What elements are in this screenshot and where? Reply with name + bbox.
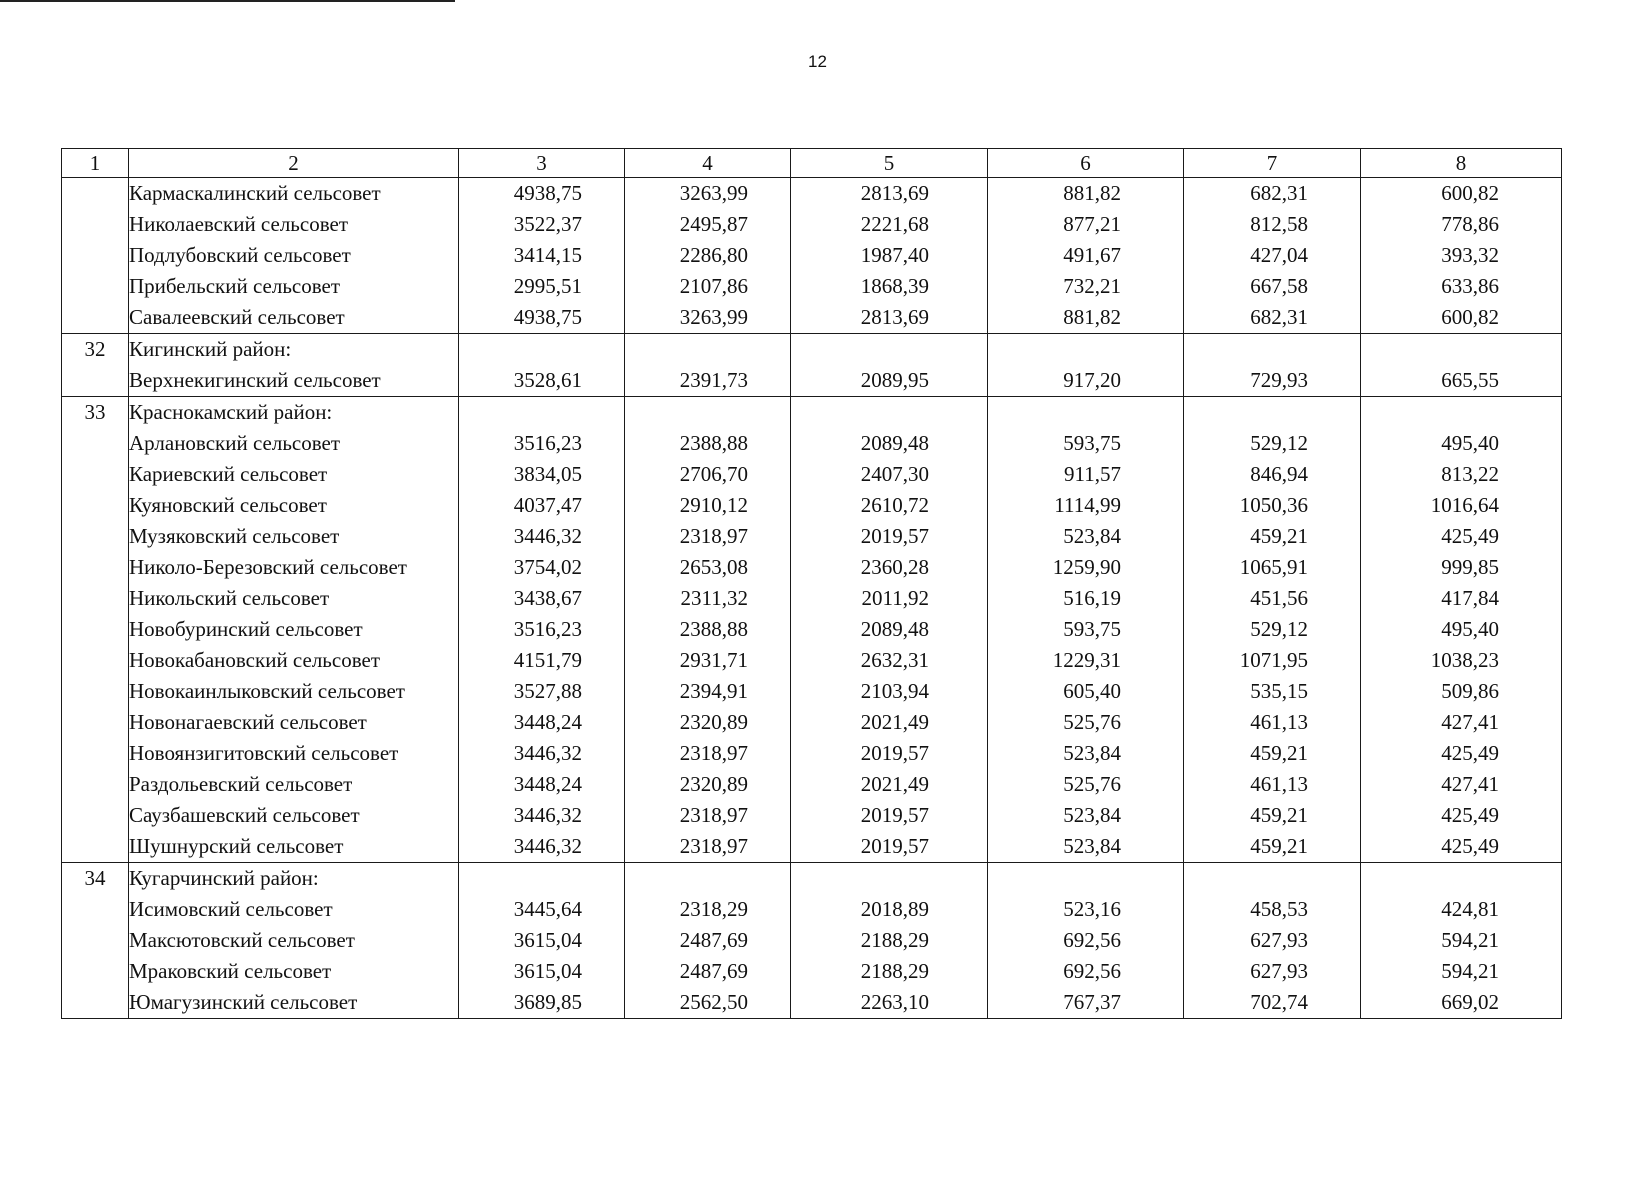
value: 2388,88: [679, 431, 748, 455]
name-cell: [129, 334, 459, 397]
value: 425,49: [1441, 741, 1499, 765]
council-name: Прибельский сельсовет: [129, 274, 341, 298]
value-cell-col-8: [1361, 397, 1562, 863]
section-row: [62, 397, 1562, 863]
column-header: 2: [129, 149, 459, 178]
value: 523,84: [1063, 524, 1121, 548]
header-row: [62, 149, 1562, 178]
value: 3446,32: [513, 741, 582, 765]
value: 509,86: [1441, 679, 1499, 703]
council-name: Никольский сельсовет: [129, 586, 330, 610]
value: 2018,89: [860, 897, 929, 921]
value: 2103,94: [860, 679, 929, 703]
value: 2487,69: [679, 959, 748, 983]
value: 2407,30: [860, 462, 929, 486]
value: 425,49: [1441, 803, 1499, 827]
value: 917,20: [1063, 368, 1121, 392]
council-name: Новонагаевский сельсовет: [129, 710, 367, 734]
value-cell-col-8: [1361, 334, 1562, 397]
value: 535,15: [1250, 679, 1308, 703]
council-name: Кармаскалинский сельсовет: [129, 181, 381, 205]
value: 682,31: [1250, 305, 1308, 329]
value-cell-col-5: [791, 397, 988, 863]
value: 529,12: [1250, 431, 1308, 455]
value: 393,32: [1441, 243, 1499, 267]
value: 427,04: [1250, 243, 1308, 267]
tariff-table: [61, 148, 1562, 1019]
value: 461,13: [1250, 772, 1308, 796]
value: 2632,31: [860, 648, 929, 672]
value: 729,93: [1250, 368, 1308, 392]
value: 523,84: [1063, 803, 1121, 827]
value: 1071,95: [1239, 648, 1308, 672]
value-cell-col-8: [1361, 178, 1562, 334]
value: 2263,10: [860, 990, 929, 1014]
name-cell: [129, 863, 459, 1019]
value-cell-col-4: [625, 863, 791, 1019]
council-name: Саузбашевский сельсовет: [129, 803, 360, 827]
section-number-cell: [62, 397, 129, 863]
value: 425,49: [1441, 524, 1499, 548]
value: 2318,97: [679, 524, 748, 548]
value: 1259,90: [1052, 555, 1121, 579]
value: 3516,23: [513, 431, 582, 455]
value: 2562,50: [679, 990, 748, 1014]
value: 427,41: [1441, 772, 1499, 796]
value: 3263,99: [679, 181, 748, 205]
column-header: 8: [1361, 149, 1562, 178]
value: 2221,68: [860, 212, 929, 236]
section-row: [62, 863, 1562, 1019]
column-header: 4: [625, 149, 791, 178]
value: 999,85: [1441, 555, 1499, 579]
value: 2813,69: [860, 305, 929, 329]
value: 600,82: [1441, 181, 1499, 205]
value: 2995,51: [513, 274, 582, 298]
value: 2188,29: [860, 928, 929, 952]
value-cell-col-6: [988, 178, 1184, 334]
value: 2311,32: [680, 586, 748, 610]
column-header: 5: [791, 149, 988, 178]
name-cell: [129, 397, 459, 863]
value: 2318,29: [679, 897, 748, 921]
council-name: Новокабановский сельсовет: [129, 648, 380, 672]
value-cell-col-6: [988, 863, 1184, 1019]
value: 633,86: [1441, 274, 1499, 298]
value: 767,37: [1063, 990, 1121, 1014]
value: 427,41: [1441, 710, 1499, 734]
value: 523,84: [1063, 834, 1121, 858]
value: 3522,37: [513, 212, 582, 236]
value: 4938,75: [513, 181, 582, 205]
value: 665,55: [1441, 368, 1499, 392]
value: 1038,23: [1430, 648, 1499, 672]
value: 732,21: [1063, 274, 1121, 298]
value: 4151,79: [513, 648, 582, 672]
value-cell-col-3: [459, 863, 625, 1019]
value: 3414,15: [513, 243, 582, 267]
council-name: Новобуринский сельсовет: [129, 617, 363, 641]
council-name: Николо-Березовский сельсовет: [129, 555, 407, 579]
value-cell-col-7: [1184, 863, 1361, 1019]
value: 461,13: [1250, 710, 1308, 734]
value: 425,49: [1441, 834, 1499, 858]
value-cell-col-4: [625, 334, 791, 397]
value: 2706,70: [679, 462, 748, 486]
value: 682,31: [1250, 181, 1308, 205]
district-name: Краснокамский район:: [129, 400, 333, 424]
section-number: 32: [84, 337, 106, 361]
value: 458,53: [1250, 897, 1308, 921]
value: 2487,69: [679, 928, 748, 952]
district-name: Кигинский район:: [129, 337, 292, 361]
value: 2089,48: [860, 617, 929, 641]
value: 3689,85: [513, 990, 582, 1014]
value-cell-col-3: [459, 334, 625, 397]
value: 2320,89: [679, 710, 748, 734]
value: 3527,88: [513, 679, 582, 703]
value: 3754,02: [513, 555, 582, 579]
value: 2089,48: [860, 431, 929, 455]
value: 525,76: [1063, 710, 1121, 734]
value: 2019,57: [860, 803, 929, 827]
value: 2320,89: [679, 772, 748, 796]
value-cell-col-7: [1184, 334, 1361, 397]
value: 600,82: [1441, 305, 1499, 329]
value: 2653,08: [679, 555, 748, 579]
value: 2318,97: [679, 741, 748, 765]
value: 692,56: [1063, 928, 1121, 952]
value: 627,93: [1250, 959, 1308, 983]
value: 2019,57: [860, 524, 929, 548]
value: 1016,64: [1430, 493, 1499, 517]
section-row: [62, 334, 1562, 397]
council-name: Савалеевский сельсовет: [129, 305, 345, 329]
section-row: [62, 178, 1562, 334]
value: 1050,36: [1239, 493, 1308, 517]
value: 495,40: [1441, 617, 1499, 641]
name-cell: [129, 178, 459, 334]
value: 877,21: [1063, 212, 1121, 236]
value: 3615,04: [513, 959, 582, 983]
value: 3446,32: [513, 803, 582, 827]
council-name: Шушнурский сельсовет: [129, 834, 344, 858]
value: 2318,97: [679, 803, 748, 827]
value: 692,56: [1063, 959, 1121, 983]
value-cell-col-5: [791, 863, 988, 1019]
value: 2610,72: [860, 493, 929, 517]
value: 451,56: [1250, 586, 1308, 610]
value: 424,81: [1441, 897, 1499, 921]
value: 594,21: [1441, 928, 1499, 952]
council-name: Раздольевский сельсовет: [129, 772, 353, 796]
section-number-cell: [62, 863, 129, 1019]
value: 702,74: [1250, 990, 1308, 1014]
value: 3446,32: [513, 834, 582, 858]
value: 523,84: [1063, 741, 1121, 765]
value: 667,58: [1250, 274, 1308, 298]
value: 2286,80: [679, 243, 748, 267]
value: 529,12: [1250, 617, 1308, 641]
value-cell-col-5: [791, 334, 988, 397]
value: 2019,57: [860, 741, 929, 765]
value-cell-col-4: [625, 397, 791, 863]
value: 2388,88: [679, 617, 748, 641]
value: 3263,99: [679, 305, 748, 329]
value: 2931,71: [679, 648, 748, 672]
value: 1987,40: [860, 243, 929, 267]
value-cell-col-8: [1361, 863, 1562, 1019]
value: 2019,57: [860, 834, 929, 858]
value: 459,21: [1250, 741, 1308, 765]
column-header: 7: [1184, 149, 1361, 178]
value: 605,40: [1063, 679, 1121, 703]
value: 417,84: [1441, 586, 1499, 610]
council-name: Новоянзигитовский сельсовет: [129, 741, 399, 765]
column-header: 1: [62, 149, 129, 178]
value: 2391,73: [679, 368, 748, 392]
value-cell-col-6: [988, 334, 1184, 397]
value: 4037,47: [513, 493, 582, 517]
council-name: Подлубовский сельсовет: [129, 243, 351, 267]
value: 669,02: [1441, 990, 1499, 1014]
council-name: Куяновский сельсовет: [129, 493, 327, 517]
council-name: Исимовский сельсовет: [129, 897, 333, 921]
council-name: Максютовский сельсовет: [129, 928, 355, 952]
value: 516,19: [1063, 586, 1121, 610]
value: 813,22: [1441, 462, 1499, 486]
section-number-cell: [62, 334, 129, 397]
value: 1229,31: [1052, 648, 1121, 672]
value: 846,94: [1250, 462, 1308, 486]
value-cell-col-5: [791, 178, 988, 334]
value: 3834,05: [513, 462, 582, 486]
value: 2021,49: [860, 772, 929, 796]
value: 3446,32: [513, 524, 582, 548]
value: 523,16: [1063, 897, 1121, 921]
column-header: 3: [459, 149, 625, 178]
value: 459,21: [1250, 834, 1308, 858]
value: 4938,75: [513, 305, 582, 329]
value: 2318,97: [679, 834, 748, 858]
value: 2107,86: [679, 274, 748, 298]
section-number: 33: [84, 400, 106, 424]
value: 3448,24: [513, 710, 582, 734]
council-name: Верхнекигинский сельсовет: [129, 368, 381, 392]
scan-edge-line: [0, 0, 455, 2]
council-name: Кариевский сельсовет: [129, 462, 328, 486]
value: 812,58: [1250, 212, 1308, 236]
value: 881,82: [1063, 181, 1121, 205]
value: 525,76: [1063, 772, 1121, 796]
value: 2495,87: [679, 212, 748, 236]
value: 2360,28: [860, 555, 929, 579]
value: 3448,24: [513, 772, 582, 796]
value: 881,82: [1063, 305, 1121, 329]
council-name: Музяковский сельсовет: [129, 524, 340, 548]
value-cell-col-6: [988, 397, 1184, 863]
section-number: 34: [84, 866, 106, 890]
council-name: Юмагузинский сельсовет: [129, 990, 358, 1014]
value: 627,93: [1250, 928, 1308, 952]
value-cell-col-4: [625, 178, 791, 334]
column-header: 6: [988, 149, 1184, 178]
value: 3528,61: [513, 368, 582, 392]
value: 594,21: [1441, 959, 1499, 983]
value-cell-col-3: [459, 178, 625, 334]
value: 2394,91: [679, 679, 748, 703]
value: 3516,23: [513, 617, 582, 641]
section-number-cell: [62, 178, 129, 334]
value: 3615,04: [513, 928, 582, 952]
value-cell-col-3: [459, 397, 625, 863]
value: 2021,49: [860, 710, 929, 734]
value-cell-col-7: [1184, 178, 1361, 334]
value-cell-col-7: [1184, 397, 1361, 863]
value: 778,86: [1441, 212, 1499, 236]
value: 1868,39: [860, 274, 929, 298]
value: 2188,29: [860, 959, 929, 983]
value: 2813,69: [860, 181, 929, 205]
council-name: Новокаинлыковский сельсовет: [129, 679, 405, 703]
value: 911,57: [1064, 462, 1121, 486]
page-number: 12: [808, 52, 827, 71]
council-name: Арлановский сельсовет: [129, 431, 341, 455]
value: 2089,95: [860, 368, 929, 392]
value: 2910,12: [679, 493, 748, 517]
value: 2011,92: [861, 586, 929, 610]
value: 1065,91: [1239, 555, 1308, 579]
value: 459,21: [1250, 524, 1308, 548]
value: 491,67: [1063, 243, 1121, 267]
council-name: Мраковский сельсовет: [129, 959, 332, 983]
value: 3438,67: [513, 586, 582, 610]
value: 459,21: [1250, 803, 1308, 827]
council-name: Николаевский сельсовет: [129, 212, 348, 236]
value: 3445,64: [513, 897, 582, 921]
value: 1114,99: [1054, 493, 1121, 517]
value: 593,75: [1063, 431, 1121, 455]
value: 593,75: [1063, 617, 1121, 641]
value: 495,40: [1441, 431, 1499, 455]
district-name: Кугарчинский район:: [129, 866, 319, 890]
